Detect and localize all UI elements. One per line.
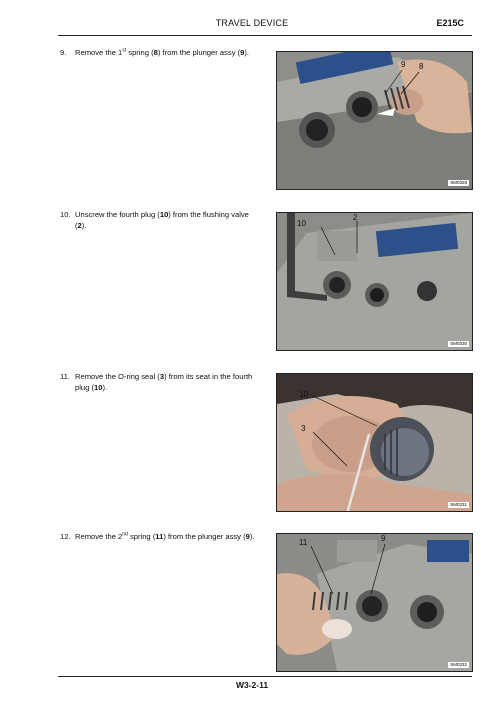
step-text: Unscrew the fourth plug (10) from the flushing valve (2). bbox=[75, 210, 249, 230]
callout-label: 10 bbox=[297, 219, 306, 228]
step-number: 12. bbox=[60, 532, 71, 541]
step-9-photo bbox=[276, 51, 473, 190]
callout-label: 11 bbox=[299, 538, 308, 547]
step-number: 10. bbox=[60, 210, 71, 219]
step-10 bbox=[60, 210, 260, 231]
image-code: SM0332 bbox=[450, 662, 467, 667]
callout-label: 8 bbox=[419, 62, 424, 71]
step-9 bbox=[60, 48, 260, 59]
step-text: Remove the 2nd spring (11) from the plunger assy (9). bbox=[75, 531, 255, 541]
step-text: Remove the 1st spring (8) from the plunger assy (9). bbox=[75, 47, 250, 57]
step-11-photo bbox=[276, 373, 473, 512]
callout-label: 2 bbox=[353, 213, 358, 222]
footer-divider bbox=[58, 676, 472, 677]
step-11 bbox=[60, 372, 260, 393]
callout-label: 3 bbox=[301, 424, 306, 433]
callout-label: 9 bbox=[401, 60, 406, 69]
image-code: SM0331 bbox=[450, 502, 467, 507]
header-divider bbox=[58, 35, 472, 36]
step-10-photo bbox=[276, 212, 473, 351]
callout-label: 9 bbox=[381, 534, 386, 543]
page-number: W3-2-11 bbox=[235, 680, 269, 690]
image-code: SM0330 bbox=[450, 341, 467, 346]
section-title: TRAVEL DEVICE bbox=[215, 18, 289, 28]
model-label: E215C bbox=[436, 18, 464, 28]
image-code: SM0328 bbox=[450, 180, 467, 185]
step-12-photo bbox=[276, 533, 473, 672]
step-number: 11. bbox=[60, 372, 70, 381]
step-number: 9. bbox=[60, 48, 67, 57]
step-text: Remove the O-ring seal (3) from its seat in the fourth plug (10). bbox=[75, 372, 253, 392]
callout-label: 10 bbox=[299, 390, 308, 399]
step-12 bbox=[60, 532, 260, 543]
